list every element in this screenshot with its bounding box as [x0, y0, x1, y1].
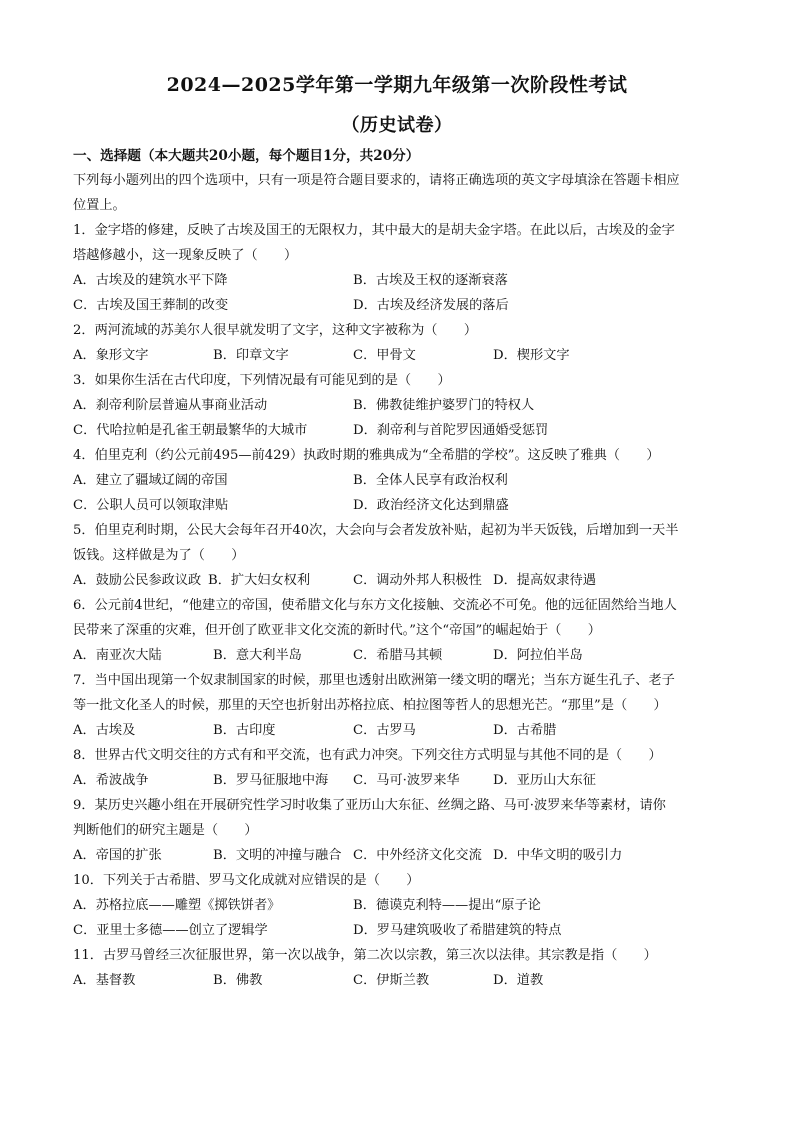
option-a: A．古埃及	[73, 723, 136, 738]
option-a: A．基督教	[73, 973, 136, 988]
option-b: B．德谟克利特——提出“原子论	[353, 898, 541, 913]
exam-subtitle: （历史试卷）	[341, 115, 453, 136]
section-heading: 一、选择题（本大题共20小题，每个题目1分，共20分）	[73, 148, 420, 164]
option-a: A．希波战争	[73, 773, 149, 788]
option-c: C．公职人员可以领取津贴	[73, 498, 229, 513]
option-c: C．古埃及国王葬制的改变	[73, 298, 229, 313]
instruction-line-1: 下列每小题列出的四个选项中，只有一项是符合题目要求的，请将正确选项的英文字母填涂在答题卡相应	[73, 173, 680, 188]
question-9-stem-2: 判断他们的研究主题是（ ）	[73, 823, 258, 838]
question-7-stem-2: 等一批文化圣人的时候，那里的天空也折射出苏格拉底、柏拉图等哲人的思想光芒。“那里”是（ ）	[73, 698, 667, 713]
option-b: B．扩大妇女权利	[208, 573, 311, 588]
option-a: A．南亚次大陆	[73, 648, 162, 663]
question-8-stem-1: 8．世界古代文明交往的方式有和平交流，也有武力冲突。下列交往方式明显与其他不同的是（ ）	[73, 748, 662, 763]
option-c: C．古罗马	[353, 723, 416, 738]
option-a: A．象形文字	[73, 348, 149, 363]
option-c: C．中外经济文化交流	[353, 848, 482, 863]
option-c: C．亚里士多德——创立了逻辑学	[73, 923, 268, 938]
option-d: D．亚历山大东征	[493, 773, 596, 788]
option-b: B．文明的冲撞与融合	[213, 848, 342, 863]
option-a: A．刹帝利阶层普遍从事商业活动	[73, 398, 268, 413]
question-3-stem-1: 3．如果你生活在古代印度，下列情况最有可能见到的是（ ）	[73, 373, 451, 388]
option-d: D．提高奴隶待遇	[493, 573, 596, 588]
question-9-stem-1: 9．某历史兴趣小组在开展研究性学习时收集了亚历山大东征、丝绸之路、马可·波罗来华等素材，请你	[73, 798, 666, 813]
option-a: A．鼓励公民参政议政	[73, 573, 202, 588]
option-c: C．伊斯兰教	[353, 973, 430, 988]
option-b: B．古印度	[213, 723, 276, 738]
option-d: D．罗马建筑吸收了希腊建筑的特点	[353, 923, 562, 938]
option-a: A．帝国的扩张	[73, 848, 162, 863]
option-c: C．甲骨文	[353, 348, 416, 363]
question-2-stem-1: 2．两河流域的苏美尔人很早就发明了文字，这种文字被称为（ ）	[73, 323, 478, 338]
option-b: B．印章文字	[213, 348, 289, 363]
question-5-stem-1: 5．伯里克利时期，公民大会每年召开40次，大会向与会者发放补贴，起初为半天饭钱，后增加到一天半	[73, 523, 679, 538]
option-a: A．建立了疆域辽阔的帝国	[73, 473, 228, 488]
option-d: D．道教	[493, 973, 544, 988]
option-d: D．刹帝利与首陀罗因通婚受惩罚	[353, 423, 549, 438]
option-b: B．佛教	[213, 973, 263, 988]
exam-title: 2024—2025学年第一学期九年级第一次阶段性考试	[166, 74, 628, 96]
option-d: D．中华文明的吸引力	[493, 848, 623, 863]
question-1-stem-2: 塔越修越小，这一现象反映了（ ）	[73, 248, 298, 263]
option-c: C．希腊马其顿	[353, 648, 443, 663]
question-11-stem-1: 11．古罗马曾经三次征服世界，第一次以战争，第二次以宗教，第三次以法律。其宗教是指（ ）	[73, 948, 657, 963]
option-b: B．意大利半岛	[213, 648, 302, 663]
question-1-stem-1: 1．金字塔的修建，反映了古埃及国王的无限权力，其中最大的是胡夫金字塔。在此以后，古埃及的金字	[73, 223, 675, 238]
question-4-stem-1: 4．伯里克利（约公元前495—前429）执政时期的雅典成为“全希腊的学校”。这反映了雅典（ ）	[73, 448, 660, 463]
option-c: C．代哈拉帕是孔雀王朝最繁华的大城市	[73, 423, 308, 438]
question-6-stem-2: 民带来了深重的灾难，但开创了欧亚非文化交流的新时代。”这个“帝国”的崛起始于（ ）	[73, 623, 601, 638]
question-7-stem-1: 7．当中国出现第一个奴隶制国家的时候，那里也透射出欧洲第一缕文明的曙光；当东方诞生孔子、老子	[73, 673, 675, 688]
option-d: D．古埃及经济发展的落后	[353, 298, 509, 313]
option-d: D．阿拉伯半岛	[493, 648, 583, 663]
option-c: C．调动外邦人积极性	[353, 573, 482, 588]
option-a: A．古埃及的建筑水平下降	[73, 273, 228, 288]
option-d: D．政治经济文化达到鼎盛	[353, 498, 509, 513]
question-6-stem-1: 6．公元前4世纪，“他建立的帝国，使希腊文化与东方文化接触、交流必不可免。他的远征固然给当地人	[73, 598, 677, 613]
instruction-line-2: 位置上。	[73, 198, 126, 213]
option-c: C．马可·波罗来华	[353, 773, 460, 788]
option-b: B．古埃及王权的逐渐衰落	[353, 273, 508, 288]
option-a: A．苏格拉底——雕塑《掷铁饼者》	[73, 898, 281, 913]
option-d: D．古希腊	[493, 723, 557, 738]
question-10-stem-1: 10．下列关于古希腊、罗马文化成就对应错误的是（ ）	[73, 873, 420, 888]
option-b: B．全体人民享有政治权利	[353, 473, 508, 488]
option-d: D．楔形文字	[493, 348, 570, 363]
option-b: B．佛教徒维护婆罗门的特权人	[353, 398, 535, 413]
option-b: B．罗马征服地中海	[213, 773, 329, 788]
question-5-stem-2: 饭钱。这样做是为了（ ）	[73, 548, 245, 563]
